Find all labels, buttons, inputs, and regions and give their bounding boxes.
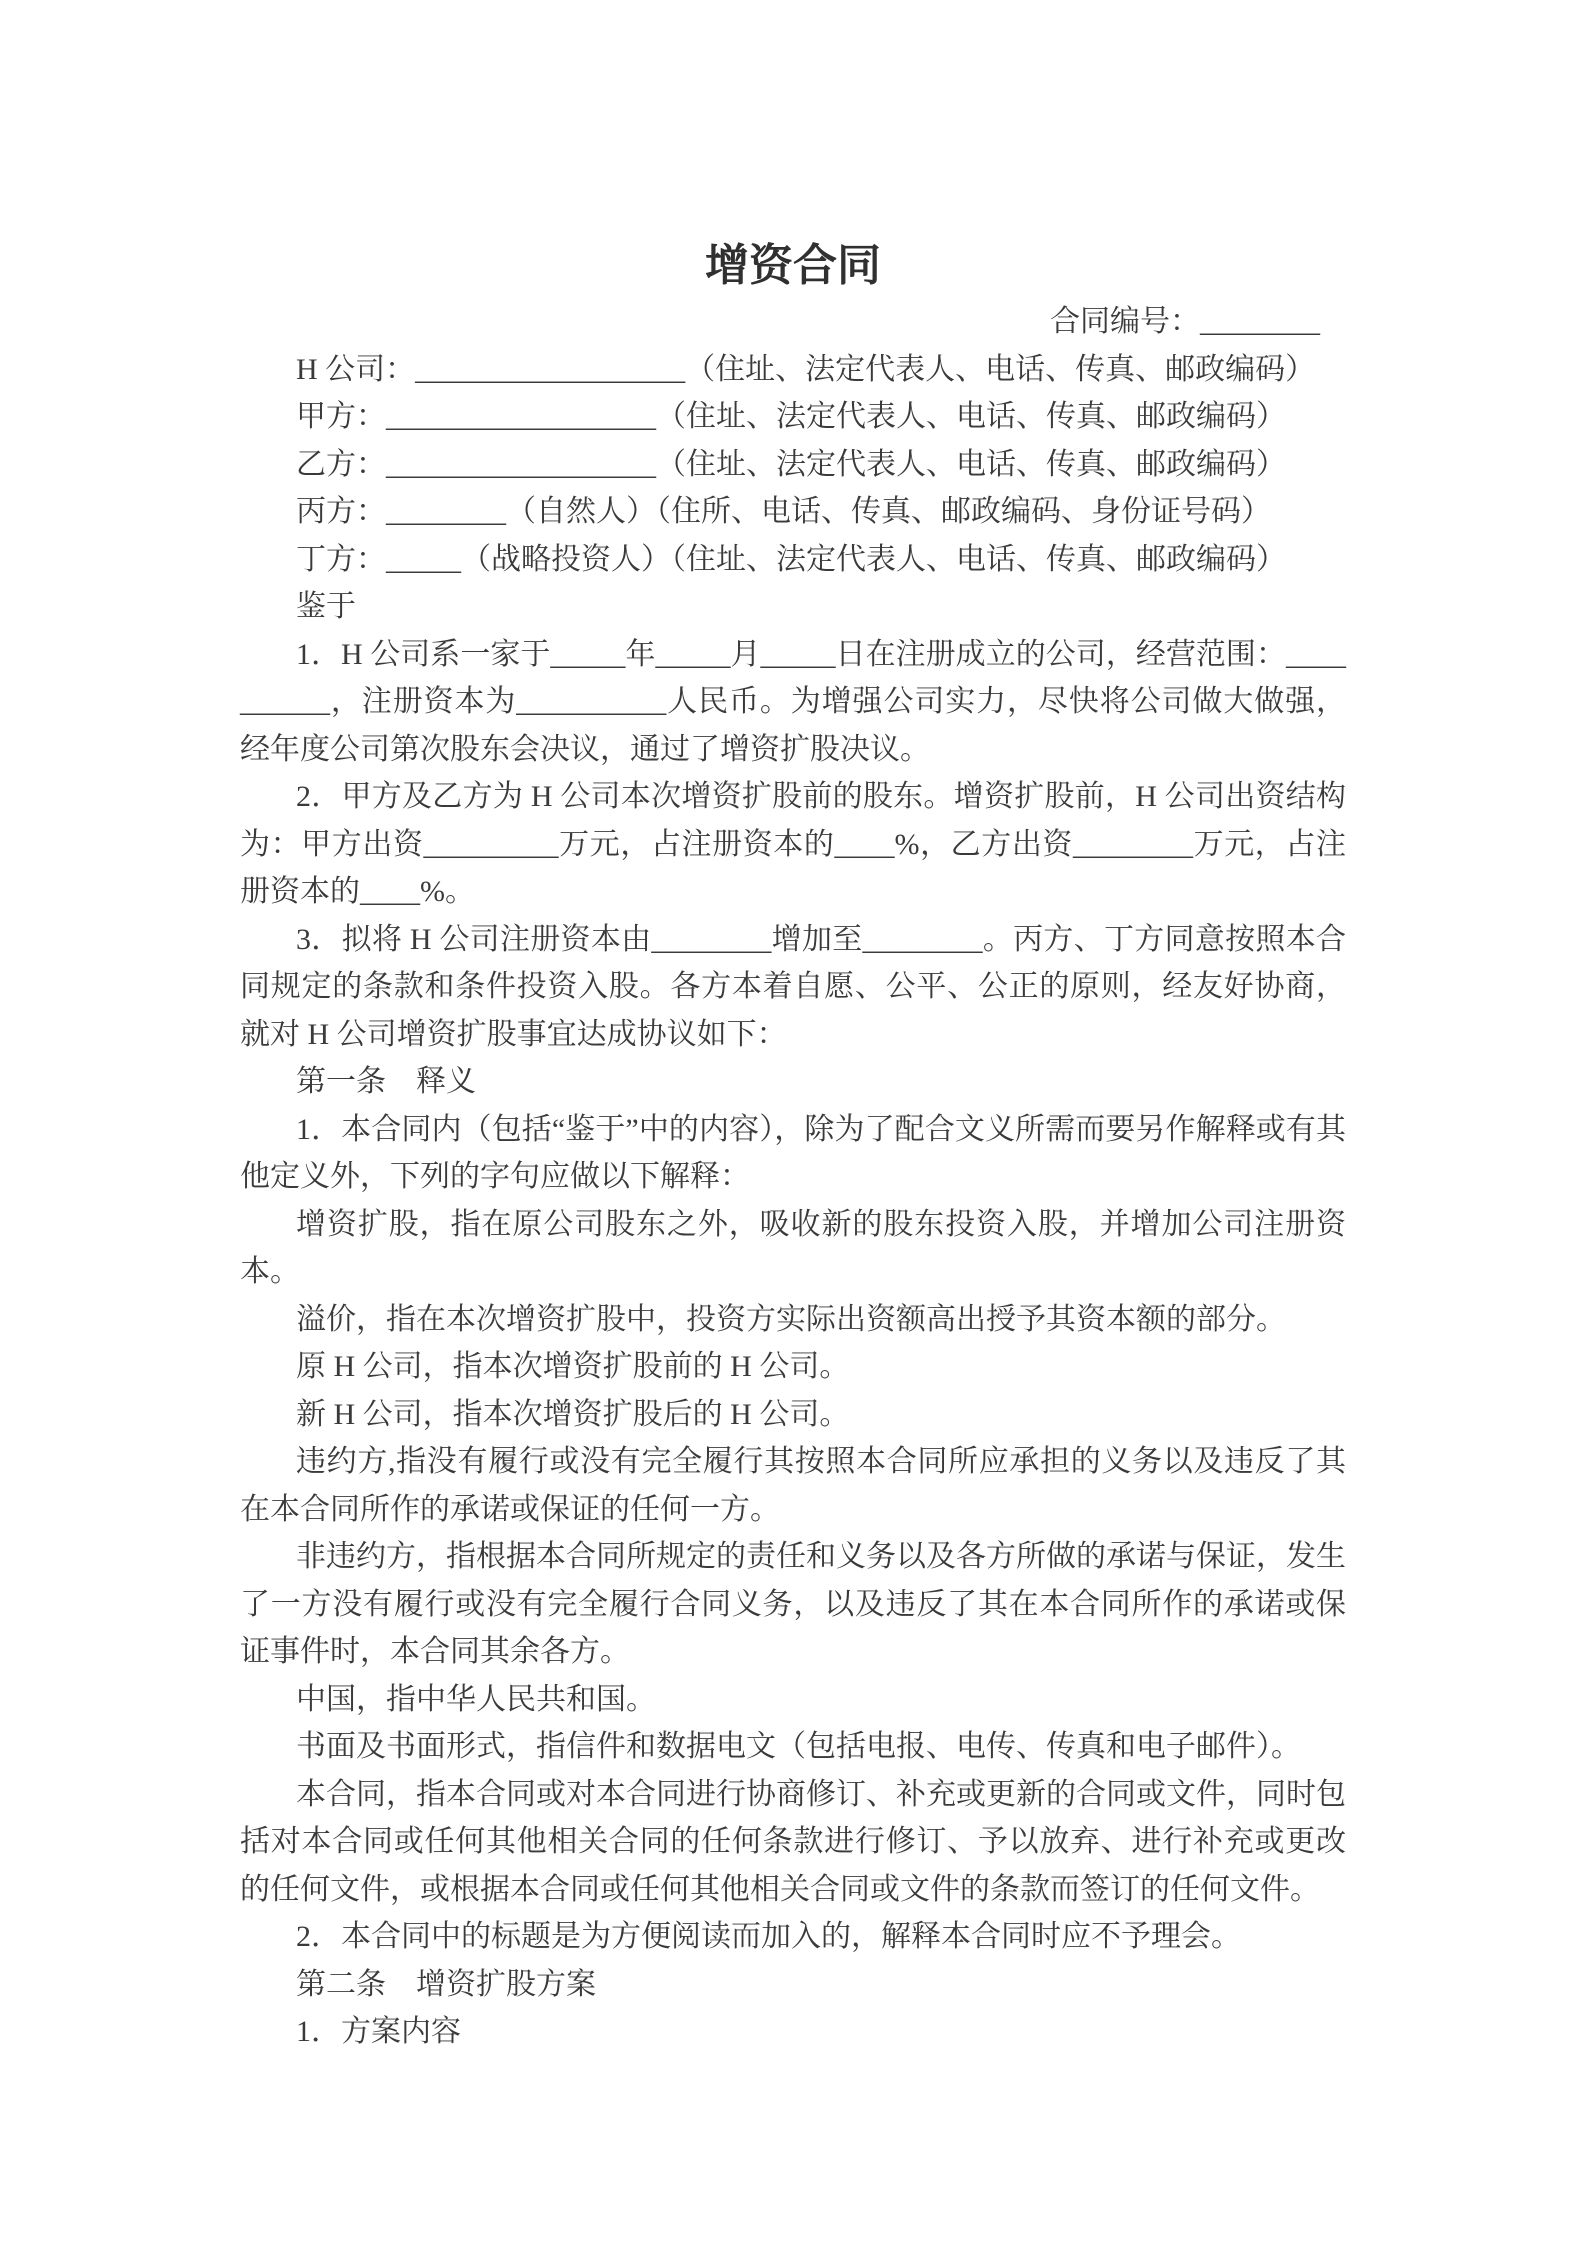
recitals-label: 鉴于: [296, 590, 356, 623]
article-1-definition-capital-increase: 增资扩股，指在原公司股东之外，吸收新的股东投资入股，并增加公司注册资本。: [240, 1207, 1346, 1288]
article-1-definition-this-contract: 本合同，指本合同或对本合同进行协商修订、补充或更新的合同或文件，同时包括对本合同或任何其他相关合同的任何条款进行修订、予以放弃、进行补充或更改的任何文件，或根据本合同或任何其他相关合同或文件的条款而签订的任何文件。: [240, 1777, 1346, 1906]
article-1-definition-new-company: 新 H 公司，指本次增资扩股后的 H 公司。: [296, 1397, 850, 1431]
article-1-heading: 第一条 释义: [296, 1065, 476, 1098]
recital-item-1: 1．H 公司系一家于_____年_____月_____日在注册成立的公司，经营范围：__________，注册资本为__________人民币。为增强公司实力，尽快将公司做大做强，经年度公司第次股东会决议，通过了增资扩股决议。: [240, 637, 1346, 766]
recital-item-3: 3．拟将 H 公司注册资本由________增加至________。丙方、丁方同意按照本合同规定的条款和条件投资入股。各方本着自愿、公平、公正的原则，经友好协商，就对 H 公司增资扩股事宜达成协议如下：: [240, 922, 1346, 1051]
article-1-clause-1: 1．本合同内（包括“鉴于”中的内容），除为了配合文义所需而要另作解释或有其他定义外，下列的字句应做以下解释：: [240, 1112, 1346, 1193]
contract-number-line: 合同编号：________: [1050, 305, 1320, 338]
article-1-clause-2: 2．本合同中的标题是为方便阅读而加入的，解释本合同时应不予理会。: [296, 1920, 1241, 1953]
article-1-definition-non-breaching-party: 非违约方，指根据本合同所规定的责任和义务以及各方所做的承诺与保证，发生了一方没有履行或没有完全履行合同义务，以及违反了其在本合同所作的承诺或保证事件时，本合同其余各方。: [240, 1540, 1346, 1668]
recital-item-2: 2．甲方及乙方为 H 公司本次增资扩股前的股东。增资扩股前，H 公司出资结构为：甲方出资_________万元，占注册资本的____%，乙方出资________万元，占注册资本的____%。: [240, 780, 1346, 908]
article-1-definition-written-form: 书面及书面形式，指信件和数据电文（包括电报、电传、传真和电子邮件）。: [296, 1730, 1301, 1763]
article-2-heading: 第二条 增资扩股方案: [296, 1967, 596, 2001]
article-2-clause-1: 1．方案内容: [296, 2015, 461, 2048]
party-line-party-c: 丙方：________（自然人）（住所、电话、传真、邮政编码、身份证号码）: [296, 495, 1271, 528]
article-1-definition-premium: 溢价，指在本次增资扩股中，投资方实际出资额高出授予其资本额的部分。: [296, 1302, 1286, 1336]
article-1-definition-breaching-party: 违约方,指没有履行或没有完全履行其按照本合同所应承担的义务以及违反了其在本合同所作的承诺或保证的任何一方。: [240, 1445, 1346, 1526]
document-title: 增资合同: [705, 241, 881, 290]
party-line-h-company: H 公司：__________________（住址、法定代表人、电话、传真、邮政编码）: [296, 352, 1316, 386]
party-line-party-b: 乙方：__________________（住址、法定代表人、电话、传真、邮政编码）: [296, 447, 1286, 481]
article-1-definition-old-company: 原 H 公司，指本次增资扩股前的 H 公司。: [296, 1350, 850, 1383]
party-line-party-a: 甲方：__________________（住址、法定代表人、电话、传真、邮政编码）: [296, 400, 1286, 433]
party-line-party-d: 丁方：_____（战略投资人）（住址、法定代表人、电话、传真、邮政编码）: [296, 542, 1286, 576]
article-1-definition-china: 中国，指中华人民共和国。: [296, 1682, 656, 1716]
